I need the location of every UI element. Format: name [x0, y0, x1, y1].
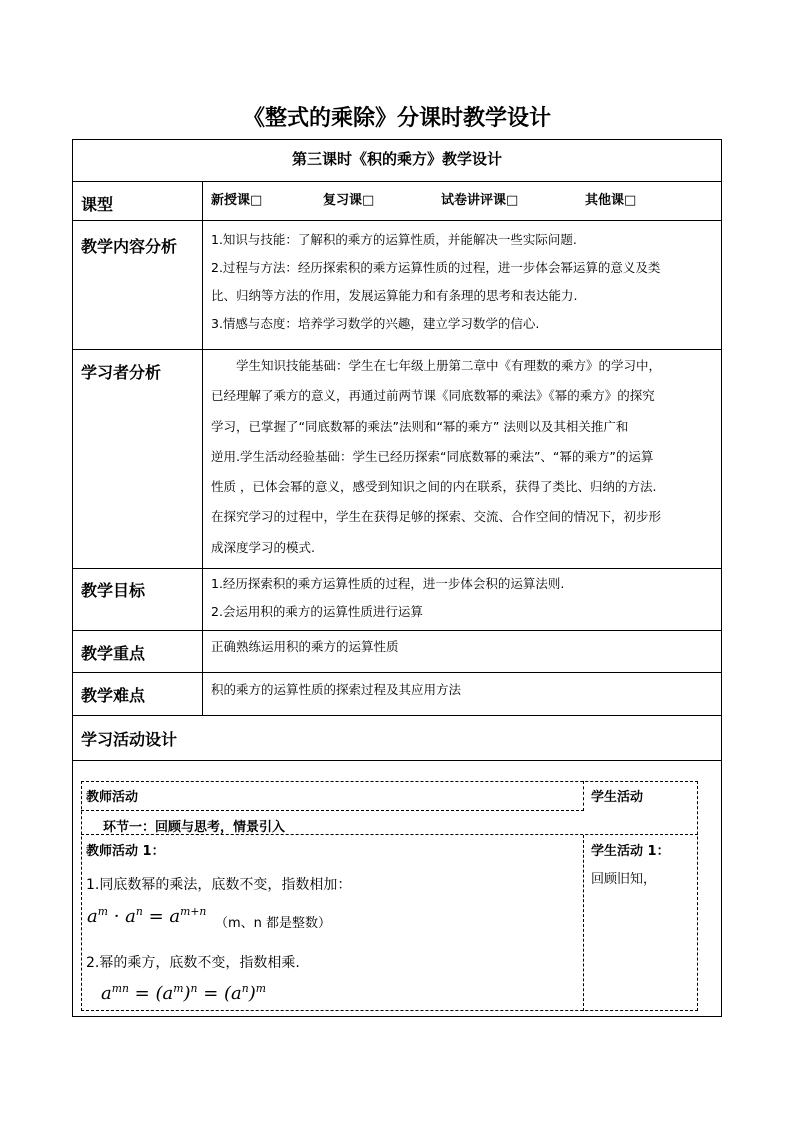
lesson-design-table	[72, 139, 722, 1017]
objective-line: 2.会运用积的乘方的运算性质进行运算	[211, 604, 423, 619]
student-activity-header: 学生活动	[591, 790, 644, 805]
objectives-text	[211, 570, 716, 626]
content-line: 1.知识与技能：了解积的乘方的运算性质，并能解决一些实际问题.	[211, 232, 577, 247]
teacher-activity-1: 教师活动 1：	[86, 844, 165, 859]
learner-line: 在探究学习的过程中，学生在获得足够的探索、交流、合作空间的情况下，初步形	[211, 509, 662, 525]
key-point-label: 教学重点	[81, 644, 146, 663]
content-line: 3.情感与态度：培养学习数学的兴趣，建立学习数学的信心.	[211, 316, 540, 331]
option-exam-review-lesson[interactable]: 试卷讲评课□	[441, 193, 519, 208]
rule-one-text: 1.同底数幂的乘法，底数不变，指数相加：	[86, 877, 352, 893]
page-title: 《整式的乘除》分课时教学设计	[242, 105, 551, 131]
option-new-lesson[interactable]: 新授课□	[211, 193, 263, 208]
step-one-title: 环节一：回顾与思考，情景引入	[103, 820, 286, 835]
learner-line: 学习，已掌握了“同底数幂的乘法”法则和“幂的乘方” 法则以及其相关推广和	[211, 418, 629, 434]
lesson-title: 第三课时《积的乘方》教学设计	[291, 150, 502, 168]
divider	[73, 220, 721, 221]
divider	[73, 568, 721, 569]
column-divider	[202, 181, 203, 715]
formula-power-of-power: $a^{mn} = (a^m)^n = (a^n)^m$	[101, 982, 266, 1004]
learner-analysis-label: 学习者分析	[81, 363, 162, 382]
content-analysis-text	[211, 226, 716, 338]
teacher-header-cell	[81, 781, 584, 811]
column-divider	[202, 672, 203, 715]
content-line: 2.过程与方法：经历探索积的乘方运算性质的过程，进一步体会幂运算的意义及类	[211, 260, 661, 275]
divider	[73, 630, 721, 631]
student-activity-1: 学生活动 1：	[591, 844, 670, 859]
learner-analysis-text	[211, 351, 716, 563]
teacher-activity-header: 教师活动	[86, 790, 139, 805]
content-analysis-label: 教学内容分析	[81, 237, 178, 256]
divider	[73, 760, 721, 761]
difficulty-text: 积的乘方的运算性质的探索过程及其应用方法	[211, 682, 462, 697]
divider	[73, 672, 721, 673]
learner-line: 学生知识技能基础：学生在七年级上册第二章中《有理数的乘方》的学习中，	[211, 358, 662, 373]
key-point-text: 正确熟练运用积的乘方的运算性质	[211, 639, 399, 654]
activity-design-label: 学习活动设计	[81, 730, 178, 749]
content-line: 比、归纳等方法的作用，发展运算能力和有条理的思考和表达能力.	[211, 288, 578, 303]
learner-line: 性质 ，已体会幂的意义，感受到知识之间的内在联系，获得了类比、归纳的方法.	[211, 479, 657, 495]
learner-line: 已经理解了乘方的意义，再通过前两节课《同底数幂的乘法》《幂的乘方》的探究	[211, 388, 655, 404]
formula-product-of-powers: $a^m \cdot a^n = a^{m+n}$	[87, 905, 207, 927]
student-activity-1-text: 回顾旧知，	[591, 872, 657, 887]
formula-note: （m、n 都是整数）	[215, 916, 332, 931]
option-other-lesson[interactable]: 其他课□	[585, 193, 637, 208]
option-review-lesson[interactable]: 复习课□	[323, 193, 375, 208]
divider	[73, 349, 721, 350]
divider	[73, 181, 721, 182]
course-type-label: 课型	[81, 195, 114, 214]
objectives-label: 教学目标	[81, 581, 146, 600]
rule-two-text: 2.幂的乘方，底数不变，指数相乘.	[86, 955, 300, 971]
divider	[73, 715, 721, 716]
objective-line: 1.经历探索积的乘方运算性质的过程，进一步体会积的运算法则.	[211, 576, 565, 591]
activity-column-divider	[583, 835, 584, 1011]
learner-line: 成深度学习的模式.	[211, 539, 315, 555]
learner-line: 逆用.学生活动经验基础：学生已经历探索“同底数幂的乘法”、“幂的乘方”的运算	[211, 448, 654, 464]
difficulty-label: 教学难点	[81, 686, 146, 705]
